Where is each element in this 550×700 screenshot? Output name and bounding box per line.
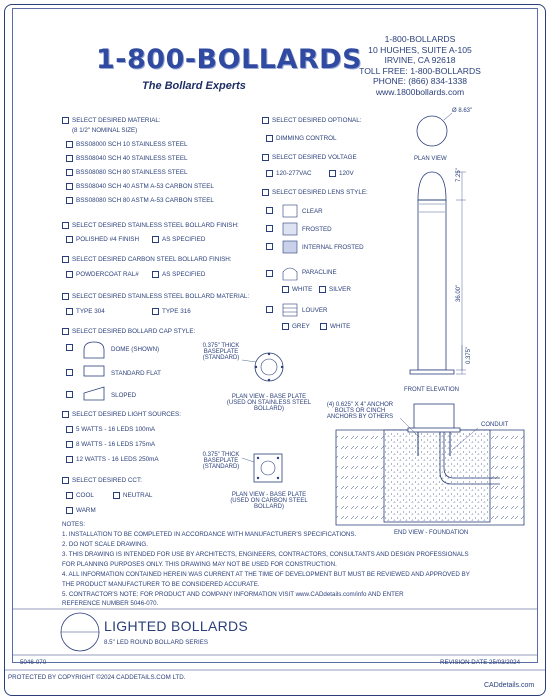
checkbox[interactable]: [66, 441, 73, 448]
note-line: 2. DO NOT SCALE DRAWING.: [62, 541, 148, 548]
checkbox[interactable]: [319, 286, 326, 293]
cs-finish-header[interactable]: SELECT DESIRED CARBON STEEL BOLLARD FINISH:: [62, 256, 232, 263]
option-cap-sloped[interactable]: [66, 391, 76, 398]
cap-header[interactable]: SELECT DESIRED BOLLARD CAP STYLE:: [62, 328, 195, 335]
checkbox[interactable]: [66, 183, 73, 190]
option-lens-clear[interactable]: [266, 207, 276, 214]
material-header[interactable]: SELECT DESIRED MATERIAL:: [62, 117, 161, 124]
checkbox[interactable]: [266, 207, 273, 214]
note-line: 3. THIS DRAWING IS INTENDED FOR USE BY ARCHITECTS, ENGINEERS, CONTRACTORS, CONSULTANTS AND DESIGN PROFESSIONALS: [62, 551, 469, 558]
option-cct[interactable]: WARM: [66, 507, 96, 514]
checkbox[interactable]: [62, 477, 69, 484]
contact-line: 10 HUGHES, SUITE A-105: [368, 44, 472, 55]
lens-internal-frosted-label: INTERNAL FROSTED: [302, 244, 364, 251]
option-material[interactable]: BSS08040 SCH 40 STAINLESS STEEL: [66, 155, 188, 162]
lens-header[interactable]: SELECT DESIRED LENS STYLE:: [262, 189, 368, 196]
checkbox[interactable]: [66, 141, 73, 148]
baseplate-cs-label: 0.375" THICK BASEPLATE (STANDARD): [202, 452, 240, 470]
option-voltage[interactable]: 120-277VAC: [266, 170, 312, 177]
sloped-cap-icon: [84, 387, 104, 400]
contact-line: TOLL FREE: 1-800-BOLLARDS: [359, 65, 481, 76]
option-cct[interactable]: COOL: [66, 492, 94, 499]
drawing-subtitle: 8.5" LED ROUND BOLLARD SERIES: [104, 639, 208, 646]
option-light[interactable]: 12 WATTS - 16 LEDS 250mA: [66, 456, 159, 463]
caddetails-logo[interactable]: CADdetails.com: [484, 682, 535, 689]
cap-sloped-label: SLOPED: [111, 392, 137, 399]
checkbox[interactable]: [62, 256, 69, 263]
checkbox[interactable]: [66, 271, 73, 278]
lens-clear-label: CLEAR: [302, 208, 323, 215]
option-paracline-color[interactable]: WHITE: [282, 286, 312, 293]
baseplate-cs-caption: PLAN VIEW - BASE PLATE (USED ON CARBON STEEL BOLLARD): [230, 492, 308, 510]
checkbox[interactable]: [62, 328, 69, 335]
dim-cap-label: 7.25": [456, 168, 462, 182]
option-cap-flat[interactable]: [66, 369, 76, 376]
option-ss-material[interactable]: TYPE 304: [66, 308, 105, 315]
checkbox[interactable]: [262, 154, 269, 161]
dim-height-label: 36.00": [456, 284, 462, 302]
material-subheader: (8 1/2" NOMINAL SIZE): [72, 127, 138, 134]
lens-louver-label: LOUVER: [302, 307, 328, 314]
dim-plate-label: 0.375": [466, 346, 472, 364]
option-ss-material[interactable]: TYPE 316: [152, 308, 191, 315]
checkbox[interactable]: [62, 411, 69, 418]
option-lens-paracline[interactable]: [266, 270, 276, 277]
checkbox[interactable]: [66, 426, 73, 433]
company-tagline: The Bollard Experts: [142, 80, 246, 92]
note-line: 1. INSTALLATION TO BE COMPLETED IN ACCORDANCE WITH MANUFACTURER'S SPECIFICATIONS.: [62, 531, 357, 538]
contact-line: 1-800-BOLLARDS: [384, 34, 456, 44]
checkbox[interactable]: [152, 271, 159, 278]
cap-dome-label: DOME (SHOWN): [111, 346, 160, 353]
checkbox[interactable]: [66, 169, 73, 176]
contact-line: IRVINE, CA 92618: [384, 55, 456, 66]
option-material[interactable]: BSS08040 SCH 40 ASTM A-53 CARBON STEEL: [66, 183, 214, 190]
option-material[interactable]: BSS08080 SCH 80 STAINLESS STEEL: [66, 169, 188, 176]
cap-flat-label: STANDARD FLAT: [111, 370, 161, 377]
checkbox[interactable]: [66, 197, 73, 204]
note-line: THE PRODUCT MANUFACTURER TO BE CONSIDERED ACCURATE.: [62, 581, 260, 588]
note-line: REFERENCE NUMBER 5046-070.: [62, 600, 159, 607]
anchor-note: (4) 0.625" X 4" ANCHOR BOLTS OR CINCH ANCHORS BY OTHERS: [326, 402, 394, 420]
checkbox[interactable]: [66, 155, 73, 162]
checkbox[interactable]: [262, 189, 269, 196]
notes-header: NOTES:: [62, 521, 86, 528]
note-line: FOR PLANNING PURPOSES ONLY. THIS DRAWING MAY NOT BE USED FOR CONSTRUCTION.: [62, 561, 337, 568]
checkbox[interactable]: [282, 286, 289, 293]
checkbox[interactable]: [62, 222, 69, 229]
checkbox[interactable]: [66, 369, 73, 376]
option-dimming[interactable]: DIMMING CONTROL: [266, 135, 337, 142]
note-line: 4. ALL INFORMATION CONTAINED HEREIN WAS CURRENT AT THE TIME OF DEVELOPMENT BUT MUST BE REVIEWED AND APPROVED BY: [62, 571, 470, 578]
ss-material-header[interactable]: SELECT DESIRED STAINLESS STEEL BOLLARD MATERIAL:: [62, 293, 249, 300]
checkbox[interactable]: [113, 492, 120, 499]
conduit-label: CONDUIT: [481, 422, 509, 428]
checkbox[interactable]: [320, 323, 327, 330]
lens-paracline-label: PARACLINE: [302, 269, 337, 276]
option-material[interactable]: BSS08080 SCH 80 ASTM A-53 CARBON STEEL: [66, 197, 214, 204]
checkbox[interactable]: [282, 323, 289, 330]
title-block-circle: [61, 613, 99, 651]
option-cs-finish[interactable]: POWDERCOAT RAL#: [66, 271, 139, 278]
checkbox[interactable]: [266, 170, 273, 177]
checkbox[interactable]: [329, 170, 336, 177]
voltage-header[interactable]: SELECT DESIRED VOLTAGE: [262, 154, 357, 161]
plan-view-circle: [417, 113, 452, 146]
plan-view-label: PLAN VIEW: [414, 156, 447, 162]
baseplate-ss-label: 0.375" THICK BASEPLATE (STANDARD): [202, 343, 240, 361]
checkbox[interactable]: [152, 236, 159, 243]
copyright-text: PROTECTED BY COPYRIGHT ©2024 CADDETAILS.COM LTD.: [8, 674, 186, 681]
end-view-label: END VIEW - FOUNDATION: [394, 530, 469, 536]
option-lens-louver[interactable]: [266, 306, 276, 313]
lens-icons: [283, 205, 297, 316]
stainless-baseplate-plan: [242, 353, 283, 381]
checkbox[interactable]: [62, 117, 69, 124]
optional-header[interactable]: SELECT DESIRED OPTIONAL:: [262, 117, 361, 124]
option-cct[interactable]: NEUTRAL: [113, 492, 152, 499]
diameter-label: Ø 8.63": [452, 108, 473, 114]
option-light[interactable]: 8 WATTS - 16 LEDS 175mA: [66, 441, 155, 448]
checkbox[interactable]: [66, 344, 73, 351]
checkbox[interactable]: [66, 456, 73, 463]
contact-line: www.1800bollards.com: [375, 86, 465, 97]
front-elevation-label: FRONT ELEVATION: [404, 387, 460, 393]
checkbox[interactable]: [152, 308, 159, 315]
option-ss-finish[interactable]: AS SPECIFIED: [152, 236, 205, 243]
option-cs-finish[interactable]: AS SPECIFIED: [152, 271, 205, 278]
checkbox[interactable]: [266, 135, 273, 142]
lens-frosted-label: FROSTED: [302, 226, 332, 233]
company-logo: 1-800-BOLLARDS: [96, 44, 363, 75]
checkbox[interactable]: [66, 236, 73, 243]
checkbox[interactable]: [66, 492, 73, 499]
option-lens-frosted[interactable]: [266, 225, 276, 232]
option-material[interactable]: BSS08000 SCH 10 STAINLESS STEEL: [66, 141, 188, 148]
checkbox[interactable]: [266, 225, 273, 232]
front-elevation-bollard: [410, 172, 466, 374]
note-line: 5. CONTRACTOR'S NOTE: FOR PRODUCT AND COMPANY INFORMATION VISIT www.CADdetails.com/info AND ENTER: [62, 591, 404, 598]
checkbox[interactable]: [262, 117, 269, 124]
contact-line: PHONE: (866) 834-1338: [372, 76, 468, 87]
checkbox[interactable]: [62, 293, 69, 300]
ss-finish-header[interactable]: SELECT DESIRED STAINLESS STEEL BOLLARD FINISH:: [62, 222, 239, 229]
carbon-baseplate-plan: [242, 454, 282, 482]
checkbox[interactable]: [266, 243, 273, 250]
checkbox[interactable]: [66, 308, 73, 315]
drawing-ref: 5046-070: [20, 659, 47, 666]
option-light[interactable]: 5 WATTS - 16 LEDS 100mA: [66, 426, 155, 433]
option-louver-color[interactable]: WHITE: [320, 323, 350, 330]
option-paracline-color[interactable]: SILVER: [319, 286, 351, 293]
checkbox[interactable]: [266, 306, 273, 313]
option-louver-color[interactable]: GREY: [282, 323, 310, 330]
checkbox[interactable]: [266, 270, 273, 277]
option-cap-dome[interactable]: [66, 344, 76, 351]
light-header[interactable]: SELECT DESIRED LIGHT SOURCES:: [62, 411, 181, 418]
cct-header[interactable]: SELECT DESIRED CCT:: [62, 477, 142, 484]
drawing-title: LIGHTED BOLLARDS: [104, 618, 249, 634]
dome-cap-icon: [84, 342, 104, 358]
baseplate-ss-caption: PLAN VIEW - BASE PLATE (USED ON STAINLESS STEEL BOLLARD): [226, 394, 312, 412]
option-lens-internal-frosted[interactable]: [266, 243, 276, 250]
option-voltage[interactable]: 120V: [329, 170, 354, 177]
checkbox[interactable]: [66, 507, 73, 514]
option-ss-finish[interactable]: POLISHED #4 FINISH: [66, 236, 139, 243]
flat-cap-icon: [84, 366, 104, 376]
checkbox[interactable]: [66, 391, 73, 398]
revision-date: REVISION DATE 25/03/2024: [440, 659, 521, 666]
